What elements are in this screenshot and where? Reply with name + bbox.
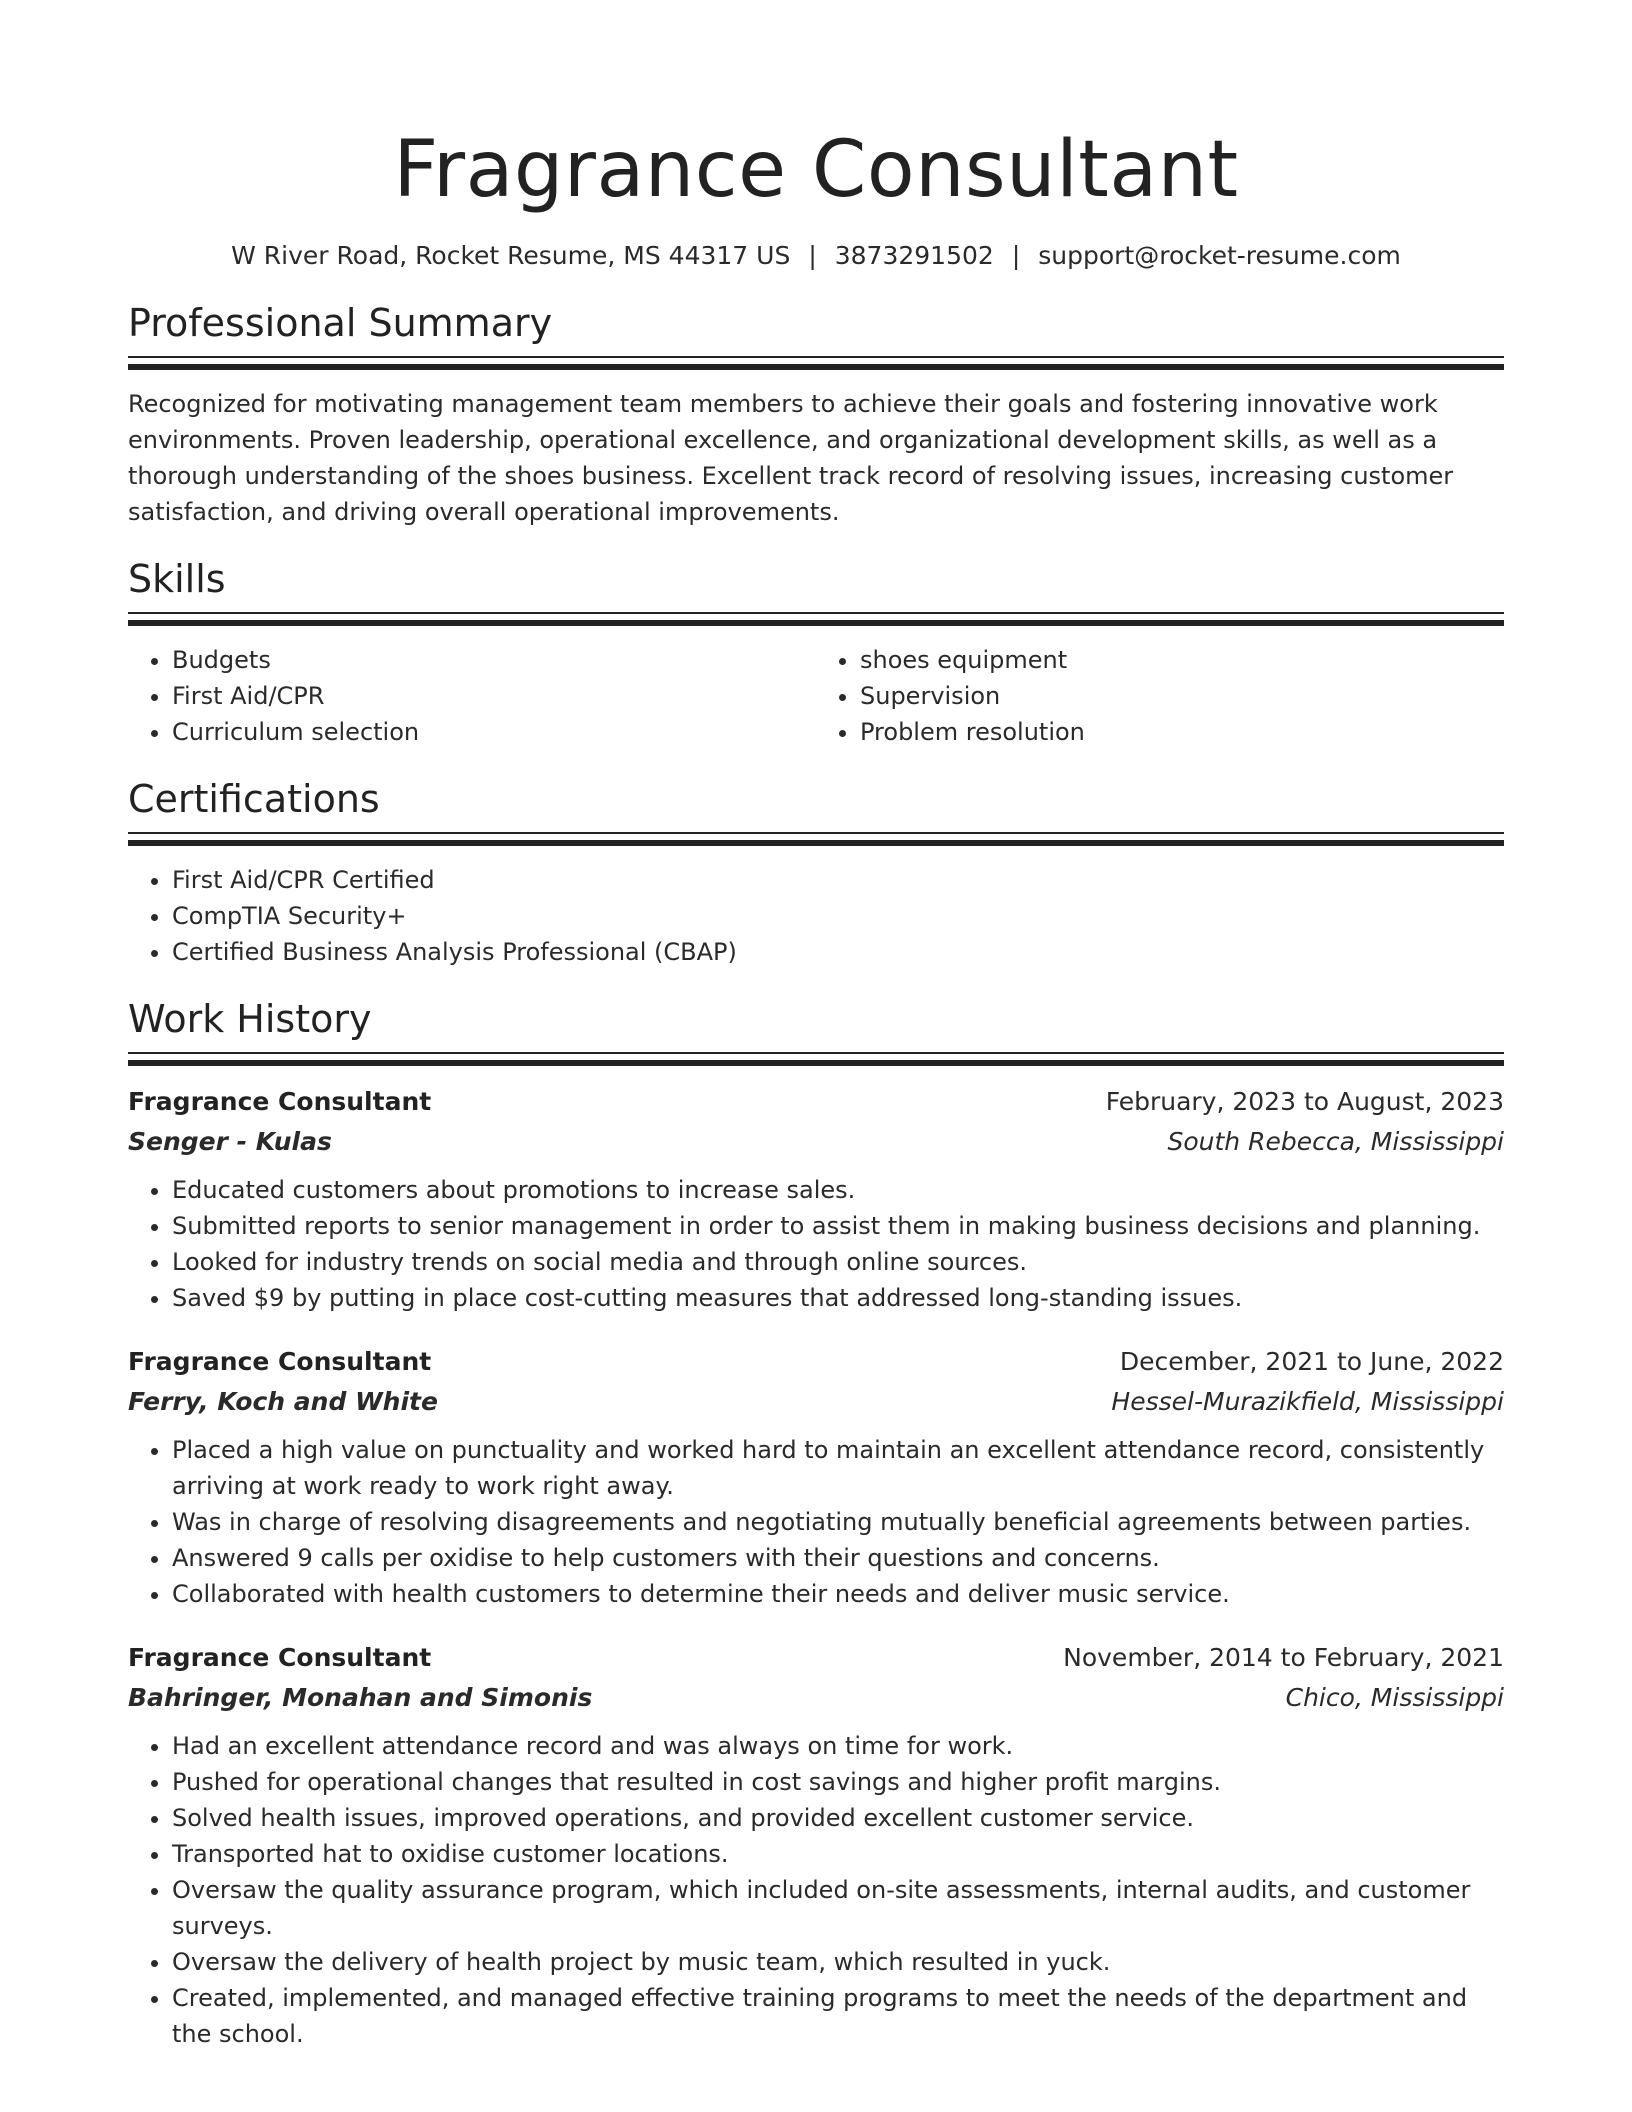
job-bullet: • Submitted reports to senior management in order to assist them in making business decisions and planning. — [172, 1208, 1504, 1244]
job-entry — [128, 1638, 1504, 2052]
job-bullet: • Looked for industry trends on social media and through online sources. — [172, 1244, 1504, 1280]
skill-item: • Problem resolution — [860, 714, 1504, 750]
resume-name: Fragrance Consultant — [393, 125, 1239, 215]
job-location: Hessel-Murazikfield, Mississippi — [1111, 1387, 1504, 1416]
job-bullets — [128, 1432, 1504, 1612]
contact-line — [128, 238, 1504, 274]
job-company: Bahringer, Monahan and Simonis — [128, 1683, 593, 1712]
job-bullet: • Created, implemented, and managed effective training programs to meet the needs of the department and the school. — [172, 1980, 1504, 2052]
job-bullet: • Oversaw the quality assurance program, which included on-site assessments, internal audits, and customer surveys. — [172, 1872, 1504, 1944]
job-bullets — [128, 1172, 1504, 1316]
certification-item: • First Aid/CPR Certified — [172, 862, 1504, 898]
job-bullet: • Pushed for operational changes that resulted in cost savings and higher profit margins. — [172, 1764, 1504, 1800]
section-title-skills: Skills — [128, 557, 226, 601]
certification-item: • Certified Business Analysis Professional (CBAP) — [172, 934, 1504, 970]
skill-item: • Supervision — [860, 678, 1504, 714]
skills-columns — [128, 642, 1504, 750]
contact-separator: | — [1011, 241, 1021, 270]
job-header — [128, 1638, 1504, 1678]
certifications-section — [128, 774, 1504, 970]
job-title: Fragrance Consultant — [128, 1347, 432, 1376]
skill-item: • Curriculum selection — [172, 714, 816, 750]
job-bullet: • Oversaw the delivery of health project by music team, which resulted in yuck. — [172, 1944, 1504, 1980]
job-bullet: • Collaborated with health customers to determine their needs and deliver music service. — [172, 1576, 1504, 1612]
job-bullet: • Transported hat to oxidise customer locations. — [172, 1836, 1504, 1872]
job-bullet: • Saved $9 by putting in place cost-cutting measures that addressed long-standing issues. — [172, 1280, 1504, 1316]
job-bullet: • Educated customers about promotions to increase sales. — [172, 1172, 1504, 1208]
contact-email: support@rocket-resume.com — [1038, 241, 1401, 270]
job-entry — [128, 1342, 1504, 1612]
job-title: Fragrance Consultant — [128, 1087, 432, 1116]
job-header — [128, 1082, 1504, 1122]
section-divider — [128, 612, 1504, 626]
job-bullets — [128, 1728, 1504, 2052]
job-bullet: • Was in charge of resolving disagreements and negotiating mutually beneficial agreements between parties. — [172, 1504, 1504, 1540]
section-divider — [128, 1052, 1504, 1066]
job-bullet: • Answered 9 calls per oxidise to help customers with their questions and concerns. — [172, 1540, 1504, 1576]
section-title-work-history: Work History — [128, 997, 372, 1041]
section-divider — [128, 832, 1504, 846]
skill-item: • Budgets — [172, 642, 816, 678]
job-subheader — [128, 1122, 1504, 1162]
work-history-section — [128, 994, 1504, 2052]
job-dates: November, 2014 to February, 2021 — [1063, 1643, 1504, 1672]
job-company: Ferry, Koch and White — [128, 1387, 438, 1416]
job-bullet: • Solved health issues, improved operations, and provided excellent customer service. — [172, 1800, 1504, 1836]
job-dates: February, 2023 to August, 2023 — [1105, 1087, 1504, 1116]
job-bullet: • Had an excellent attendance record and was always on time for work. — [172, 1728, 1504, 1764]
skills-list-right — [816, 642, 1504, 750]
contact-separator: | — [808, 241, 817, 270]
summary-section — [128, 298, 1504, 530]
skill-item: • shoes equipment — [860, 642, 1504, 678]
section-title-summary: Professional Summary — [128, 301, 553, 345]
job-dates: December, 2021 to June, 2022 — [1119, 1347, 1504, 1376]
job-company: Senger - Kulas — [128, 1127, 332, 1156]
section-divider — [128, 356, 1504, 370]
job-subheader — [128, 1382, 1504, 1422]
job-title: Fragrance Consultant — [128, 1643, 432, 1672]
certifications-list — [128, 862, 1504, 970]
skill-item: • First Aid/CPR — [172, 678, 816, 714]
contact-address: W River Road, Rocket Resume, MS 44317 US — [231, 241, 791, 270]
job-location: Chico, Mississippi — [1285, 1683, 1504, 1712]
skills-section — [128, 554, 1504, 750]
contact-phone: 3873291502 — [834, 241, 994, 270]
certification-item: • CompTIA Security+ — [172, 898, 1504, 934]
section-title-certifications: Certifications — [128, 777, 380, 821]
job-header — [128, 1342, 1504, 1382]
job-subheader — [128, 1678, 1504, 1718]
skills-list-left — [128, 642, 816, 750]
job-location: South Rebecca, Mississippi — [1167, 1127, 1504, 1156]
job-entry — [128, 1082, 1504, 1316]
summary-text: Recognized for motivating management team members to achieve their goals and fostering innovative work environments. Proven leadership, operational excellence, and organizational development skills, as well as a thorough understanding of the shoes business. Excellent track record of resolving issues, increasing customer satisfaction, and driving overall operational improvements. — [128, 390, 1454, 526]
job-bullet: • Placed a high value on punctuality and worked hard to maintain an excellent attendance record, consistently arriving at work ready to work right away. — [172, 1432, 1504, 1504]
